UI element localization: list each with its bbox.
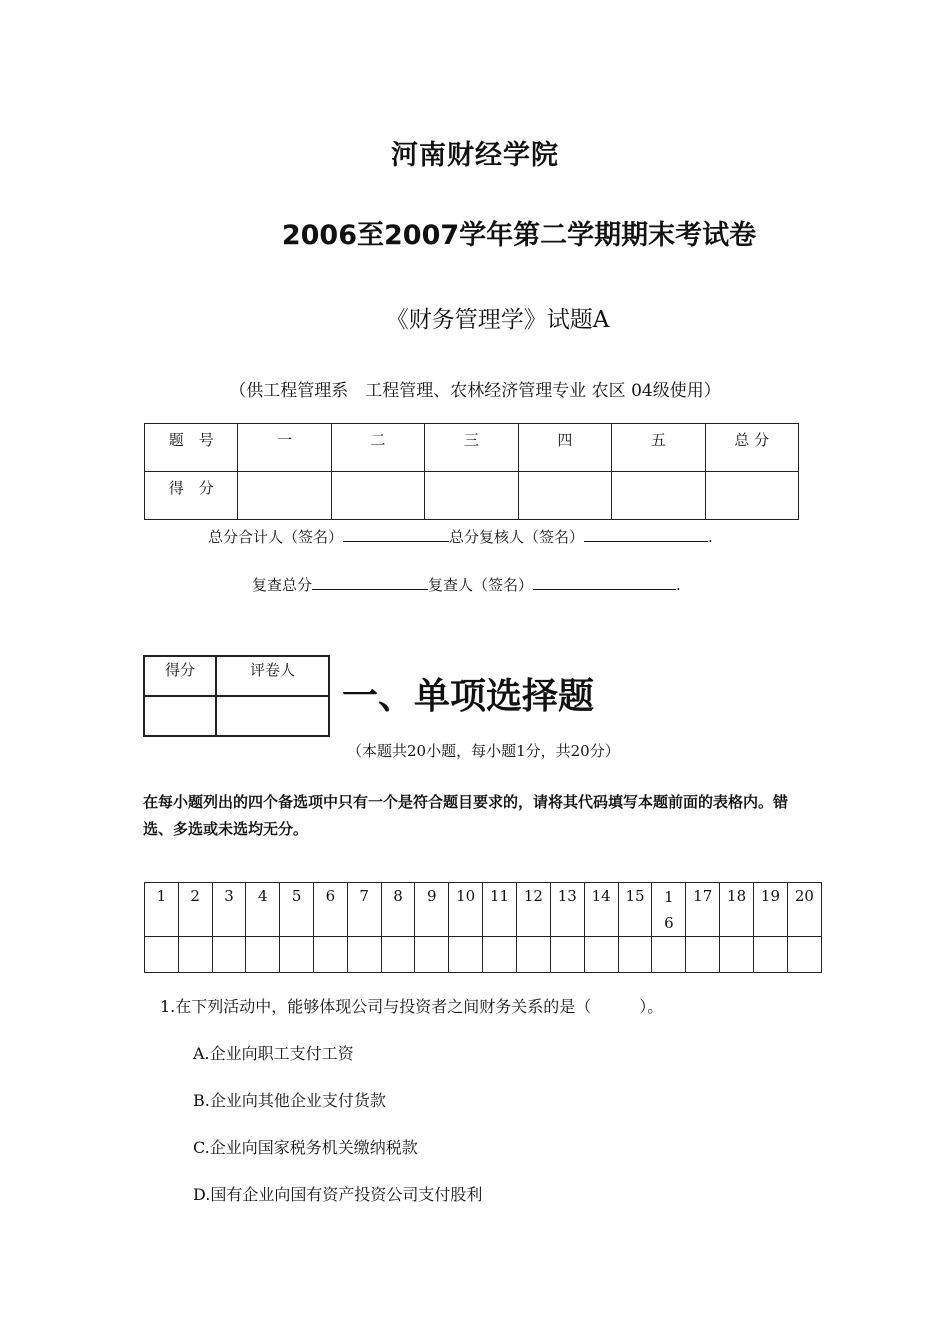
answer-input-cell[interactable]: [516, 937, 550, 973]
answer-input-cell[interactable]: [652, 937, 686, 973]
answer-table-answer-row: [145, 937, 822, 973]
answer-input-cell[interactable]: [483, 937, 517, 973]
answer-number-cell: 15: [618, 883, 652, 937]
answer-input-cell[interactable]: [415, 937, 449, 973]
answer-number-cell: 1: [145, 883, 179, 937]
answer-input-cell[interactable]: [347, 937, 381, 973]
course-title: 《财务管理学》试题A: [385, 307, 610, 333]
section-instruction: 在每小题列出的四个备选项中只有一个是符合题目要求的，请将其代码填写本题前面的表格内。错选、多选或未选均无分。: [143, 793, 789, 838]
rechecker-label: 复查人（签名）: [428, 576, 534, 594]
answer-input-cell[interactable]: [618, 937, 652, 973]
question-1-option-d: D.国有企业向国有资产投资公司支付股利: [193, 1185, 483, 1204]
audience-note: （供工程管理系 工程管理、农林经济管理专业 农区 04级使用）: [229, 381, 721, 401]
score-table-score-row: [145, 472, 799, 520]
score-table-header-row: [145, 424, 799, 472]
answer-input-cell[interactable]: [212, 937, 246, 973]
answer-input-cell[interactable]: [449, 937, 483, 973]
section-note: （本题共20小题，每小题1分，共20分）: [347, 742, 620, 760]
recheck-total-blank[interactable]: [312, 575, 428, 590]
total-review-label: 总分复核人（签名）: [449, 528, 585, 546]
answer-input-cell[interactable]: [550, 937, 584, 973]
grader-box-score-label: 得分: [144, 656, 216, 696]
answer-input-cell[interactable]: [720, 937, 754, 973]
question-1-stem: 1.在下列活动中，能够体现公司与投资者之间财务关系的是（ ）。: [160, 997, 664, 1016]
answer-number-cell: 13: [550, 883, 584, 937]
grader-box: [143, 655, 330, 737]
period: .: [708, 528, 713, 546]
answer-input-cell[interactable]: [313, 937, 347, 973]
answer-number-cell: 14: [584, 883, 618, 937]
signature-line-1: [208, 526, 713, 547]
answer-input-cell[interactable]: [246, 937, 280, 973]
score-table-cell: 四: [518, 424, 611, 472]
answer-number-cell: 5: [280, 883, 314, 937]
answer-number-cell: 4: [246, 883, 280, 937]
answer-table: [144, 882, 822, 973]
answer-table-number-row: [145, 883, 822, 937]
answer-number-cell: 18: [720, 883, 754, 937]
total-calc-blank[interactable]: [343, 527, 449, 542]
answer-number-cell: 2: [178, 883, 212, 937]
score-input-cell[interactable]: [238, 472, 331, 520]
answer-input-cell[interactable]: [145, 937, 179, 973]
rechecker-blank[interactable]: [533, 575, 676, 590]
grader-box-grader-label: 评卷人: [216, 656, 329, 696]
score-input-cell[interactable]: [612, 472, 705, 520]
grader-box-grader-cell[interactable]: [216, 696, 329, 736]
score-table-cell: 得 分: [145, 472, 238, 520]
answer-input-cell[interactable]: [280, 937, 314, 973]
answer-number-cell: 9: [415, 883, 449, 937]
answer-input-cell[interactable]: [584, 937, 618, 973]
score-table-cell: 总 分: [705, 424, 798, 472]
total-review-blank[interactable]: [584, 527, 708, 542]
question-1-option-c: C.企业向国家税务机关缴纳税款: [193, 1138, 418, 1157]
exam-term-title: 2006至2007学年第二学期期末考试卷: [281, 220, 757, 251]
answer-number-cell: 19: [754, 883, 788, 937]
question-1-option-b: B.企业向其他企业支付货款: [193, 1091, 386, 1110]
score-table: [144, 423, 799, 520]
answer-number-cell: 20: [787, 883, 821, 937]
total-calc-label: 总分合计人（签名）: [208, 528, 344, 546]
answer-number-wrapped: 16: [664, 888, 674, 932]
score-table-cell: 题 号: [145, 424, 238, 472]
period: .: [676, 576, 681, 594]
answer-number-cell: [652, 883, 686, 937]
score-table-cell: 三: [425, 424, 518, 472]
answer-input-cell[interactable]: [178, 937, 212, 973]
signature-line-2: [252, 574, 681, 595]
answer-number-cell: 8: [381, 883, 415, 937]
answer-input-cell[interactable]: [381, 937, 415, 973]
recheck-total-label: 复查总分: [252, 576, 313, 594]
question-1-option-a: A.企业向职工支付工资: [193, 1044, 354, 1063]
answer-number-cell: 10: [449, 883, 483, 937]
answer-input-cell[interactable]: [754, 937, 788, 973]
score-input-cell[interactable]: [425, 472, 518, 520]
answer-input-cell[interactable]: [686, 937, 720, 973]
grader-box-score-cell[interactable]: [144, 696, 216, 736]
score-input-cell[interactable]: [518, 472, 611, 520]
answer-input-cell[interactable]: [787, 937, 821, 973]
score-table-cell: 二: [331, 424, 424, 472]
answer-number-cell: 7: [347, 883, 381, 937]
answer-number-cell: 11: [483, 883, 517, 937]
score-input-cell[interactable]: [331, 472, 424, 520]
score-table-cell: 五: [612, 424, 705, 472]
answer-number-cell: 3: [212, 883, 246, 937]
answer-number-cell: 12: [516, 883, 550, 937]
answer-number-cell: 6: [313, 883, 347, 937]
score-table-cell: 一: [238, 424, 331, 472]
section-title: 一、单项选择题: [342, 676, 595, 717]
answer-number-cell: 17: [686, 883, 720, 937]
score-input-cell[interactable]: [705, 472, 798, 520]
school-name: 河南财经学院: [391, 140, 559, 171]
